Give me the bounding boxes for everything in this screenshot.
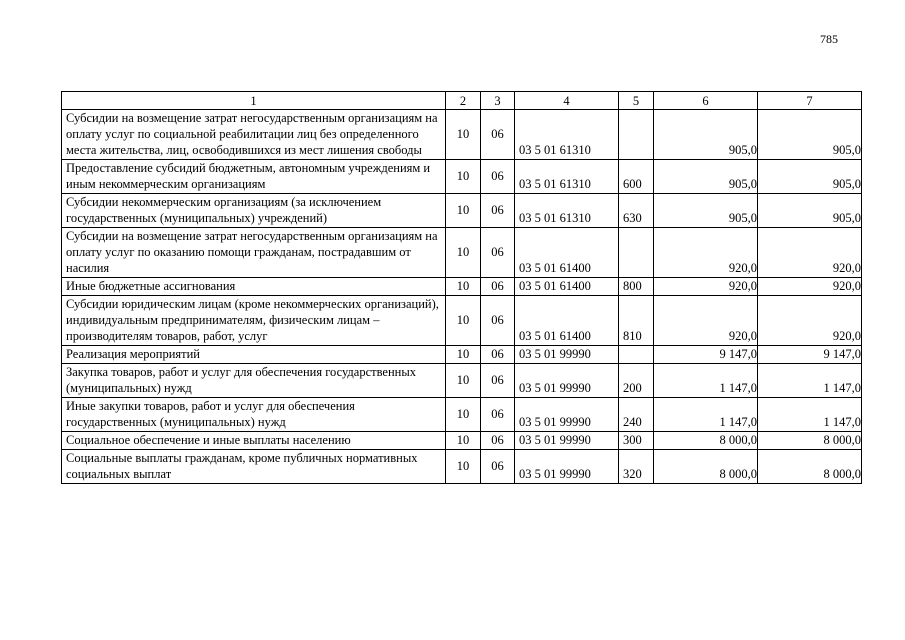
row-expense-type: 810 [619,296,654,346]
column-header: 7 [758,92,862,110]
row-subsection: 06 [481,278,515,296]
table-row [62,110,862,160]
row-name: Субсидии некоммерческим организациям (за исключением государственных (муниципальных) учреждений) [62,194,446,228]
row-target-article: 03 5 01 99990 [515,450,619,484]
row-section: 10 [446,432,481,450]
row-expense-type [619,228,654,278]
table-row [62,278,862,296]
row-target-article: 03 5 01 61310 [515,160,619,194]
table-row [62,432,862,450]
row-amount-2: 905,0 [758,110,862,160]
row-name: Закупка товаров, работ и услуг для обеспечения государственных (муниципальных) нужд [62,364,446,398]
row-section: 10 [446,398,481,432]
row-section: 10 [446,450,481,484]
row-subsection: 06 [481,346,515,364]
row-expense-type: 300 [619,432,654,450]
budget-table [61,91,862,484]
row-amount-1: 920,0 [654,228,758,278]
row-subsection: 06 [481,432,515,450]
row-amount-2: 905,0 [758,160,862,194]
row-name: Субсидии юридическим лицам (кроме некоммерческих организаций), индивидуальным предпринимателям, физическим лицам – производителям товаров, работ, услуг [62,296,446,346]
column-header: 2 [446,92,481,110]
row-amount-1: 8 000,0 [654,432,758,450]
row-amount-1: 1 147,0 [654,364,758,398]
page-number: 785 [820,32,838,46]
row-amount-2: 920,0 [758,228,862,278]
row-target-article: 03 5 01 61310 [515,194,619,228]
row-name: Предоставление субсидий бюджетным, автономным учреждениям и иным некоммерческим организациям [62,160,446,194]
row-target-article: 03 5 01 61400 [515,296,619,346]
row-amount-1: 8 000,0 [654,450,758,484]
row-target-article: 03 5 01 99990 [515,398,619,432]
row-subsection: 06 [481,110,515,160]
row-subsection: 06 [481,296,515,346]
column-header: 1 [62,92,446,110]
row-expense-type [619,346,654,364]
column-header: 5 [619,92,654,110]
row-name: Субсидии на возмещение затрат негосударственным организациям на оплату услуг по социальной реабилитации лиц без определенного места жительства, лиц, освободившихся из мест лишения свободы [62,110,446,160]
table-row [62,160,862,194]
table-row [62,194,862,228]
row-amount-1: 905,0 [654,110,758,160]
row-section: 10 [446,278,481,296]
row-amount-2: 1 147,0 [758,398,862,432]
column-header: 4 [515,92,619,110]
row-amount-2: 9 147,0 [758,346,862,364]
row-amount-1: 1 147,0 [654,398,758,432]
row-section: 10 [446,296,481,346]
row-expense-type: 240 [619,398,654,432]
table-row [62,398,862,432]
row-name: Реализация мероприятий [62,346,446,364]
row-section: 10 [446,364,481,398]
row-section: 10 [446,346,481,364]
row-amount-1: 920,0 [654,278,758,296]
row-subsection: 06 [481,194,515,228]
row-amount-1: 905,0 [654,160,758,194]
row-section: 10 [446,228,481,278]
row-name: Субсидии на возмещение затрат негосударственным организациям на оплату услуг по оказанию помощи гражданам, пострадавшим от насилия [62,228,446,278]
row-target-article: 03 5 01 61400 [515,278,619,296]
row-expense-type: 320 [619,450,654,484]
row-target-article: 03 5 01 61400 [515,228,619,278]
row-expense-type: 630 [619,194,654,228]
row-amount-2: 8 000,0 [758,432,862,450]
table-row [62,346,862,364]
row-name: Социальное обеспечение и иные выплаты населению [62,432,446,450]
column-header: 3 [481,92,515,110]
row-subsection: 06 [481,364,515,398]
row-expense-type [619,110,654,160]
column-header: 6 [654,92,758,110]
row-section: 10 [446,110,481,160]
row-expense-type: 200 [619,364,654,398]
row-section: 10 [446,194,481,228]
row-expense-type: 600 [619,160,654,194]
row-amount-1: 9 147,0 [654,346,758,364]
row-expense-type: 800 [619,278,654,296]
row-subsection: 06 [481,160,515,194]
row-amount-1: 905,0 [654,194,758,228]
row-amount-2: 8 000,0 [758,450,862,484]
header-row [62,92,862,110]
row-name: Иные бюджетные ассигнования [62,278,446,296]
row-amount-2: 920,0 [758,278,862,296]
row-subsection: 06 [481,398,515,432]
table-row [62,450,862,484]
row-target-article: 03 5 01 61310 [515,110,619,160]
row-amount-1: 920,0 [654,296,758,346]
row-amount-2: 1 147,0 [758,364,862,398]
table-row [62,296,862,346]
row-target-article: 03 5 01 99990 [515,432,619,450]
row-section: 10 [446,160,481,194]
row-name: Социальные выплаты гражданам, кроме публичных нормативных социальных выплат [62,450,446,484]
row-amount-2: 905,0 [758,194,862,228]
row-target-article: 03 5 01 99990 [515,364,619,398]
row-subsection: 06 [481,450,515,484]
row-subsection: 06 [481,228,515,278]
row-amount-2: 920,0 [758,296,862,346]
table-row [62,228,862,278]
table-row [62,364,862,398]
row-name: Иные закупки товаров, работ и услуг для обеспечения государственных (муниципальных) нужд [62,398,446,432]
row-target-article: 03 5 01 99990 [515,346,619,364]
